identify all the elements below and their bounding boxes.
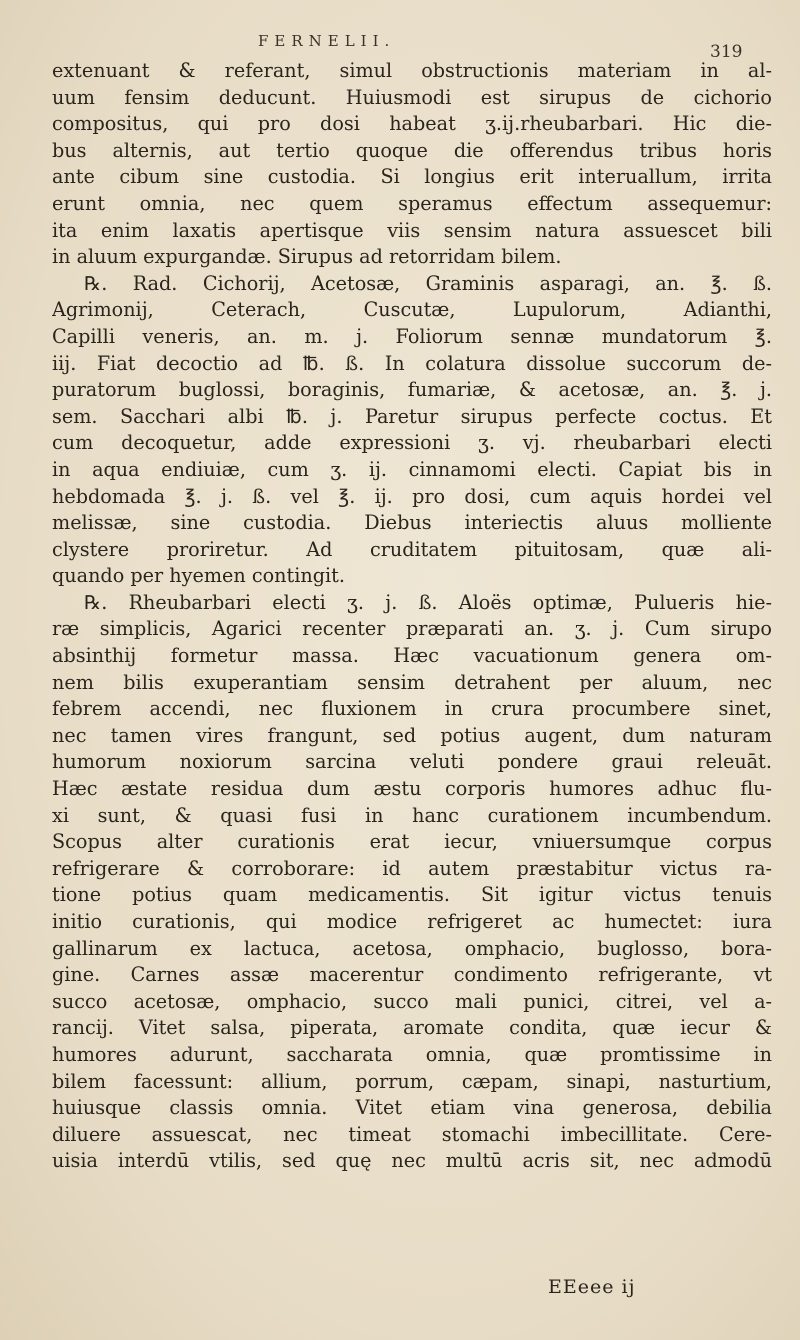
text-line: Capilli veneris, an. m. j. Foliorum sennæ mundatorum ℥. xyxy=(52,324,772,348)
text-line: refrigerare & corroborare: id autem præstabitur victus ra- xyxy=(52,856,772,880)
running-head: FERNELII. xyxy=(258,32,396,50)
text-line: ℞. Rad. Cichorij, Acetosæ, Graminis asparagi, an. ℥. ß. xyxy=(84,271,772,295)
text-line: ita enim laxatis apertisque viis sensim natura assuescet bili xyxy=(52,218,772,242)
text-line: tione potius quam medicamentis. Sit igitur victus tenuis xyxy=(52,883,772,907)
text-line: nem bilis exuperantiam sensim detrahent per aluum, nec xyxy=(52,670,772,694)
text-line: extenuant & referant, simul obstructionis materiam in al- xyxy=(52,59,772,82)
text-line: ℞. Rheubarbari electi ʒ. j. ß. Aloës optimæ, Pulueris hie- xyxy=(84,590,772,614)
text-line: initio curationis, qui modice refrigeret ac humectet: iura xyxy=(52,910,772,933)
text-line: cum decoquetur, adde expressioni ʒ. vj. rheubarbari electi xyxy=(52,431,772,455)
text-line: melissæ, sine custodia. Diebus interiectis aluus molliente xyxy=(52,511,772,535)
text-line: bilem facessunt: allium, porrum, cæpam, sinapi, nasturtium, xyxy=(52,1069,772,1093)
text-line: sem. Sacchari albi ℔. j. Paretur sirupus perfecte coctus. Et xyxy=(52,404,772,428)
text-line: succo acetosæ, omphacio, succo mali punici, citrei, vel a- xyxy=(52,989,772,1013)
text-line: ræ simplicis, Agarici recenter præparati an. ʒ. j. Cum sirupo xyxy=(52,617,772,641)
text-line: hebdomada ℥. j. ß. vel ℥. ij. pro dosi, cum aquis hordei vel xyxy=(52,484,772,508)
text-line: nec tamen vires frangunt, sed potius augent, dum naturam xyxy=(52,723,772,747)
text-line: quando per hyemen contingit. xyxy=(52,564,345,588)
text-line: Scopus alter curationis erat iecur, vniuersumque corpus xyxy=(52,830,772,854)
text-line: bus alternis, aut tertio quoque die offerendus tribus horis xyxy=(52,138,772,162)
text-line: iij. Fiat decoctio ad ℔. ß. In colatura dissolue succorum de- xyxy=(52,351,772,375)
text-line: Hæc æstate residua dum æstu corporis humores adhuc flu- xyxy=(52,777,772,801)
text-line: compositus, qui pro dosi habeat ʒ.ij.rheubarbari. Hic die- xyxy=(52,112,772,136)
text-line: clystere proriretur. Ad cruditatem pituitosam, quæ ali- xyxy=(52,537,772,561)
text-line: in aqua endiuiæ, cum ʒ. ij. cinnamomi electi. Capiat bis in xyxy=(52,457,772,481)
text-line: erunt omnia, nec quem speramus effectum assequemur: xyxy=(52,191,772,215)
text-line: ante cibum sine custodia. Si longius erit interuallum, irrita xyxy=(52,165,772,189)
text-line: huiusque classis omnia. Vitet etiam vina generosa, debilia xyxy=(52,1096,772,1120)
text-line: xi sunt, & quasi fusi in hanc curationem incumbendum. xyxy=(52,803,772,827)
text-line: absinthij formetur massa. Hæc vacuationum genera om- xyxy=(52,644,772,668)
text-line: uisia interdū vtilis, sed quę nec multū acris sit, nec admodū xyxy=(52,1149,772,1173)
text-line: febrem accendi, nec fluxionem in crura procumbere sinet, xyxy=(52,697,772,721)
text-line: puratorum buglossi, boraginis, fumariæ, & acetosæ, an. ℥. j. xyxy=(52,378,772,402)
text-line: diluere assuescat, nec timeat stomachi imbecillitate. Cere- xyxy=(52,1122,772,1146)
text-line: Agrimonij, Ceterach, Cuscutæ, Lupulorum, Adianthi, xyxy=(52,298,772,322)
text-line: gallinarum ex lactuca, acetosa, omphacio, buglosso, bora- xyxy=(52,936,772,960)
body-text xyxy=(52,58,772,1175)
text-line: uum fensim deducunt. Huiusmodi est sirupus de cichorio xyxy=(52,85,772,109)
text-line: gine. Carnes assæ macerentur condimento refrigerante, vt xyxy=(52,963,772,987)
text-line: in aluum expurgandæ. Sirupus ad retorridam bilem. xyxy=(52,245,562,269)
text-line: humores adurunt, saccharata omnia, quæ promtissime in xyxy=(52,1042,772,1066)
page-number: 319 xyxy=(710,42,743,62)
text-line: humorum noxiorum sarcina veluti pondere graui releuāt. xyxy=(52,750,772,774)
signature-mark: EEeee ij xyxy=(548,1276,636,1298)
text-line: rancij. Vitet salsa, piperata, aromate condita, quæ iecur & xyxy=(52,1016,772,1040)
page-header xyxy=(0,28,800,62)
